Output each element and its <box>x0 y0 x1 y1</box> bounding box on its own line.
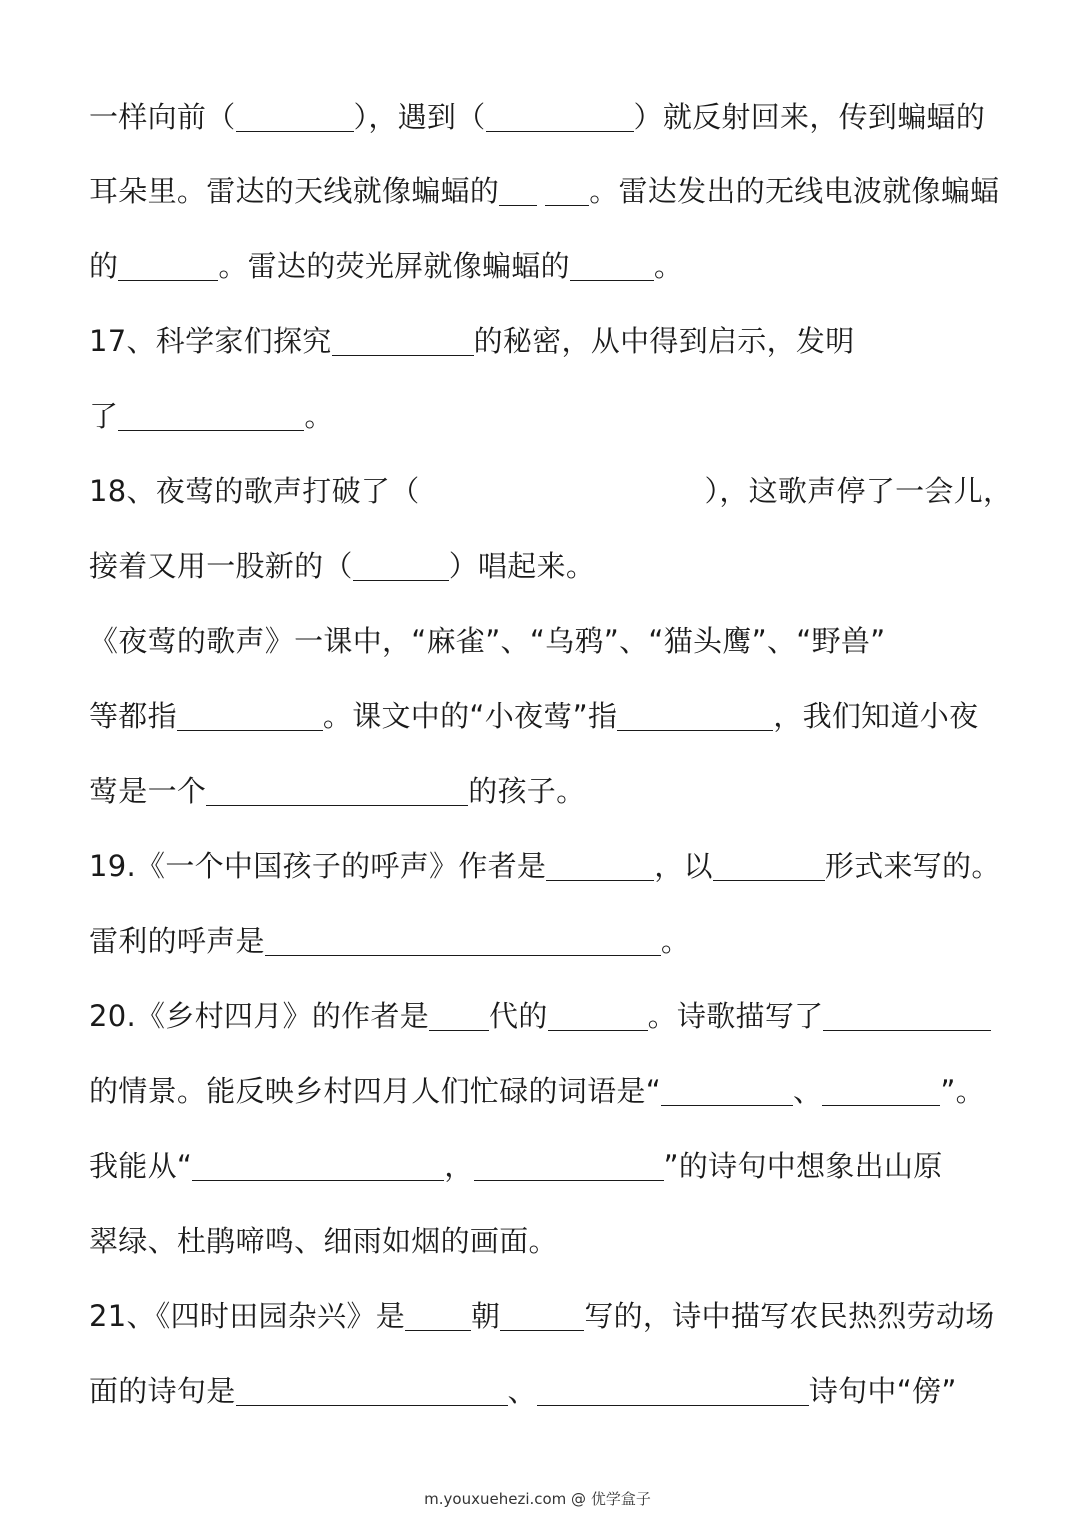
fill-blank[interactable] <box>546 850 654 881</box>
fill-blank[interactable] <box>545 175 589 206</box>
fill-blank[interactable] <box>405 1300 471 1331</box>
fill-blank[interactable] <box>265 925 661 956</box>
fill-blank[interactable] <box>713 850 825 881</box>
question-20: 20.《乡村四月》的作者是 代的 。诗歌描写了 <box>89 996 991 1036</box>
fill-blank[interactable] <box>236 1375 508 1406</box>
text-line: 了 。 <box>89 399 334 433</box>
text-line: 雷利的呼声是 。 <box>89 924 691 958</box>
fill-blank[interactable] <box>661 1075 793 1106</box>
text-line: 等都指 。课文中的“小夜莺”指 ，我们知道小夜 <box>89 699 979 733</box>
text-line: 翠绿、杜鹃啼鸣、细雨如烟的画面。 <box>89 1224 558 1258</box>
question-19: 19.《一个中国孩子的呼声》作者是 ，以 形式来写的。 <box>89 849 1001 883</box>
text-line: 的情景。能反映乡村四月人们忙碌的词语是“ 、 ”。 <box>89 1074 985 1108</box>
fill-blank[interactable] <box>500 1300 584 1331</box>
text-line: 耳朵里。雷达的天线就像蝙蝠的 。雷达发出的无线电波就像蝙蝠 <box>89 174 1000 208</box>
text-line: 的 。雷达的荧光屏就像蝙蝠的 。 <box>89 249 684 283</box>
text-line: 接着又用一股新的（ ）唱起来。 <box>89 549 596 583</box>
text-line: 我能从“ ， ”的诗句中想象出山原 <box>89 1149 943 1183</box>
fill-blank[interactable] <box>236 101 354 132</box>
question-17: 17、科学家们探究 的秘密，从中得到启示，发明 <box>89 324 855 358</box>
fill-blank[interactable] <box>499 175 537 206</box>
fill-blank[interactable] <box>118 400 304 431</box>
fill-blank[interactable] <box>118 250 218 281</box>
fill-blank[interactable] <box>474 1150 664 1181</box>
question-18: 18、夜莺的歌声打破了（ ），这歌声停了一会儿， <box>89 474 1013 508</box>
fill-blank[interactable] <box>192 1150 444 1181</box>
text-line: 《夜莺的歌声》一课中，“麻雀”、“乌鸦”、“猫头鹰”、“野兽” <box>89 624 886 658</box>
fill-blank[interactable] <box>537 1375 809 1406</box>
question-21: 21、《四时田园杂兴》是 朝 写的，诗中描写农民热烈劳动场 <box>89 1299 995 1333</box>
fill-blank[interactable] <box>206 775 468 806</box>
fill-blank[interactable] <box>332 325 474 356</box>
fill-blank[interactable] <box>823 1000 991 1031</box>
fill-blank[interactable] <box>486 101 634 132</box>
fill-blank[interactable] <box>353 550 449 581</box>
text-line: 一样向前（ ），遇到（ ）就反射回来，传到蝙蝠的 <box>89 100 986 134</box>
fill-blank[interactable] <box>617 700 773 731</box>
text-line: 面的诗句是 、 诗句中“傍” <box>89 1374 957 1408</box>
text-line: 莺是一个 的孩子。 <box>89 774 586 808</box>
fill-blank[interactable] <box>548 1000 648 1031</box>
fill-blank[interactable] <box>177 700 323 731</box>
fill-blank[interactable] <box>429 1000 489 1031</box>
footer-watermark: m.youxuehezi.com @ 优学盒子 <box>424 1490 651 1508</box>
fill-blank[interactable] <box>822 1075 940 1106</box>
fill-blank[interactable] <box>570 250 654 281</box>
